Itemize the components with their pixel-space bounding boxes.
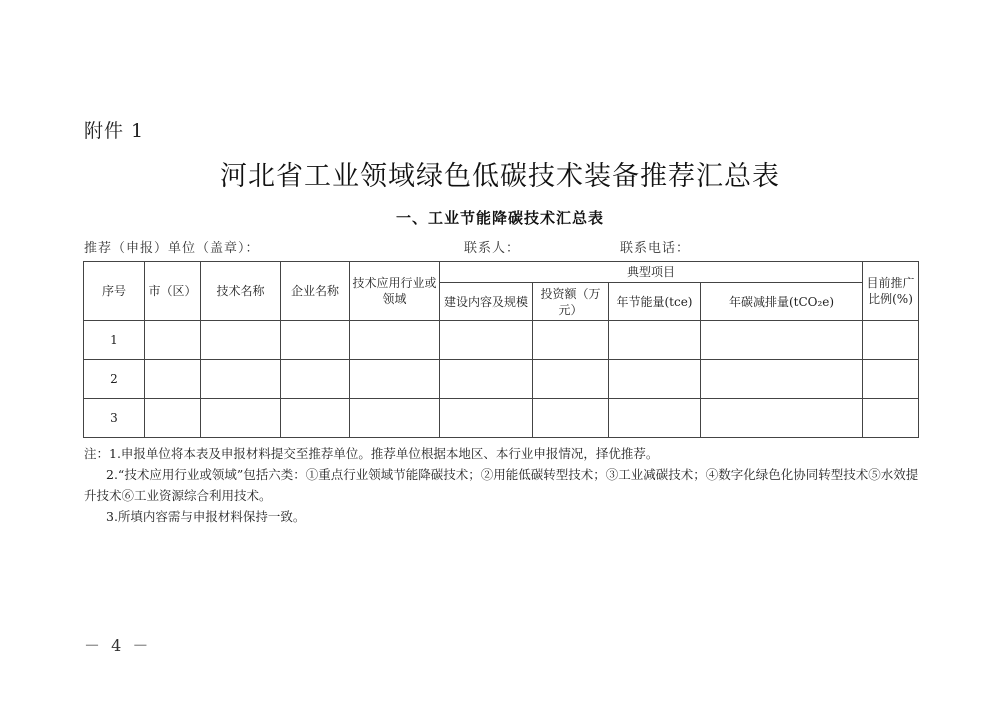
- cell-industry[interactable]: [350, 321, 440, 360]
- row-seq: 1: [84, 321, 145, 360]
- cell-investment[interactable]: [533, 321, 609, 360]
- cell-promotion[interactable]: [863, 321, 919, 360]
- cell-energy-saving[interactable]: [609, 321, 701, 360]
- cell-co2-reduction[interactable]: [701, 360, 863, 399]
- row-seq: 2: [84, 360, 145, 399]
- note-2: 2.“技术应用行业或领域”包括六类：①重点行业领域节能降碳技术；②用能低碳转型技术；③工业减碳技术；④数字化绿色化协同转型技术⑤水效提: [106, 467, 919, 482]
- note-1: 注：1.申报单位将本表及申报材料提交至推荐单位。推荐单位根据本地区、本行业申报情况，择优推荐。: [84, 446, 659, 461]
- cell-industry[interactable]: [350, 360, 440, 399]
- header-investment: 投资额（万元）: [533, 283, 609, 321]
- section-subtitle: 一、工业节能降碳技术汇总表: [395, 209, 604, 227]
- header-construction: 建设内容及规模: [440, 283, 533, 321]
- cell-energy-saving[interactable]: [609, 399, 701, 438]
- cell-construction[interactable]: [440, 399, 533, 438]
- page-number: － 4 －: [84, 636, 152, 655]
- attachment-label: 附件 1: [84, 120, 145, 142]
- document-title: 河北省工业领域绿色低碳技术装备推荐汇总表: [220, 161, 780, 192]
- cell-city[interactable]: [145, 399, 201, 438]
- header-typical-project: 典型项目: [440, 262, 863, 283]
- table-row: [84, 360, 919, 399]
- cell-energy-saving[interactable]: [609, 360, 701, 399]
- cell-tech-name[interactable]: [201, 360, 281, 399]
- header-tech-name: 技术名称: [201, 262, 281, 321]
- table-row: [84, 321, 919, 360]
- recommending-unit-label: 推荐（申报）单位（盖章）：: [84, 241, 260, 256]
- table-row: [84, 399, 919, 438]
- cell-investment[interactable]: [533, 399, 609, 438]
- cell-co2-reduction[interactable]: [701, 321, 863, 360]
- header-industry: 技术应用行业或领域: [350, 262, 440, 321]
- contact-person-label: 联系人：: [464, 241, 521, 256]
- header-promotion: 目前推广比例(%): [863, 262, 919, 321]
- header-seq: 序号: [84, 262, 145, 321]
- summary-table: [83, 261, 919, 438]
- contact-phone-label: 联系电话：: [620, 241, 691, 256]
- cell-city[interactable]: [145, 360, 201, 399]
- row-seq: 3: [84, 399, 145, 438]
- header-company: 企业名称: [281, 262, 350, 321]
- header-energy-saving: 年节能量(tce): [609, 283, 701, 321]
- cell-city[interactable]: [145, 321, 201, 360]
- cell-construction[interactable]: [440, 360, 533, 399]
- note-3: 3.所填内容需与申报材料保持一致。: [106, 509, 306, 524]
- cell-company[interactable]: [281, 360, 350, 399]
- note-2-continued: 升技术⑥工业资源综合利用技术。: [84, 488, 272, 503]
- notes-block: [84, 443, 924, 527]
- cell-tech-name[interactable]: [201, 399, 281, 438]
- cell-co2-reduction[interactable]: [701, 399, 863, 438]
- cell-tech-name[interactable]: [201, 321, 281, 360]
- cell-promotion[interactable]: [863, 399, 919, 438]
- cell-industry[interactable]: [350, 399, 440, 438]
- cell-construction[interactable]: [440, 321, 533, 360]
- cell-investment[interactable]: [533, 360, 609, 399]
- header-co2-reduction: 年碳减排量(tCO₂e): [701, 283, 863, 321]
- cell-company[interactable]: [281, 321, 350, 360]
- header-city: 市（区）: [145, 262, 201, 321]
- cell-company[interactable]: [281, 399, 350, 438]
- cell-promotion[interactable]: [863, 360, 919, 399]
